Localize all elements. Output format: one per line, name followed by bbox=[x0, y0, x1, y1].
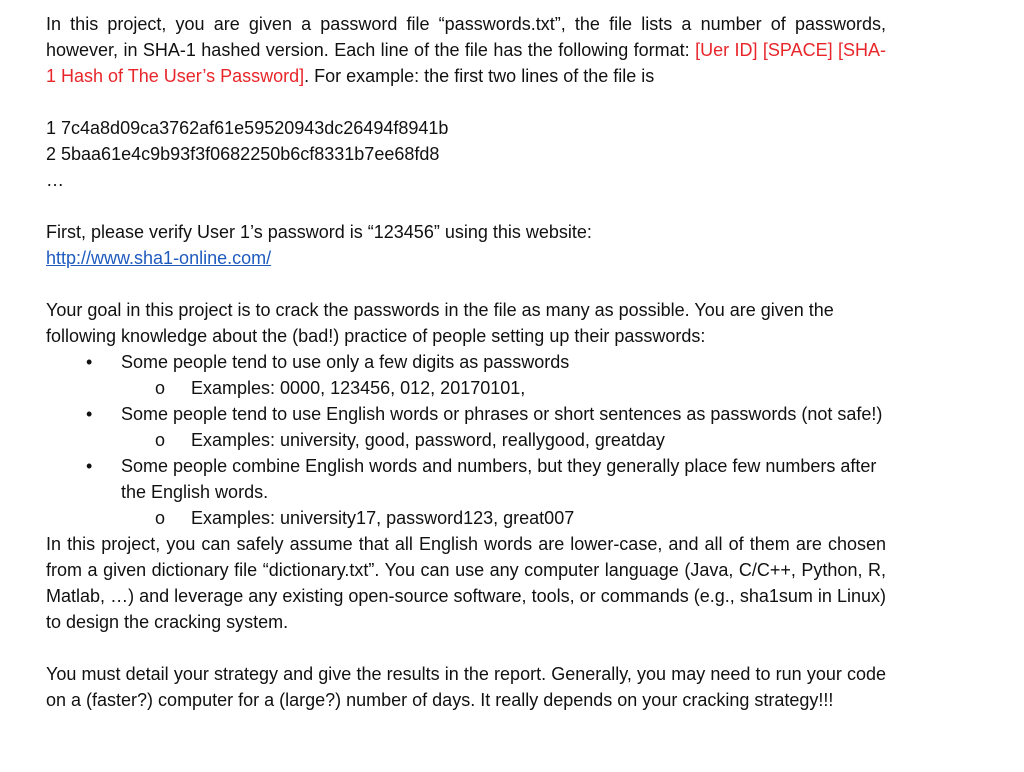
spacer bbox=[46, 635, 886, 661]
sub-bullet-icon: o bbox=[155, 508, 166, 528]
sub-list-item bbox=[46, 375, 886, 401]
sub-bullet-icon: o bbox=[155, 378, 166, 398]
example-line-1: 1 7c4a8d09ca3762af61e59520943dc26494f8941b bbox=[46, 118, 449, 138]
bullet-icon: • bbox=[86, 352, 93, 372]
spacer bbox=[46, 271, 886, 297]
sha1-online-link[interactable]: http://www.sha1-online.com/ bbox=[46, 248, 272, 268]
example-line-2: 2 5baa61e4c9b93f3f0682250b6cf8331b7ee68fd8 bbox=[46, 144, 440, 164]
sub-list-item bbox=[46, 505, 886, 531]
list-item-text: Some people tend to use only a few digits as passwords bbox=[121, 352, 570, 372]
intro-text: In this project, you are given a password file “passwords.txt”, the file lists a number of passwords, however, in SHA-1 hashed version. Each line of the file has the following format: bbox=[46, 14, 886, 60]
bullet-icon: • bbox=[86, 456, 93, 476]
sub-bullet-icon: o bbox=[155, 430, 166, 450]
document-body bbox=[46, 11, 886, 713]
list-item bbox=[46, 453, 886, 505]
assumption-paragraph: In this project, you can safely assume that all English words are lower-case, and all of them are chosen from a given dictionary file “dictionary.txt”. You can use any computer language (Java, C/C++, Python, R, Matlab, …) and leverage any existing open-source software, tools, or commands (e.g., sha1sum in Linux) to design the cracking system. bbox=[46, 534, 886, 632]
spacer bbox=[46, 89, 886, 115]
spacer bbox=[46, 193, 886, 219]
sub-list-item-text: Examples: university17, password123, great007 bbox=[191, 508, 575, 528]
list-item-text: Some people tend to use English words or phrases or short sentences as passwords (not safe!) bbox=[121, 404, 883, 424]
goal-paragraph: Your goal in this project is to crack the passwords in the file as many as possible. You are given the following knowledge about the (bad!) practice of people setting up their passwords: bbox=[46, 300, 834, 346]
list-item bbox=[46, 401, 886, 427]
bullet-icon: • bbox=[86, 404, 93, 424]
sub-list-item-text: Examples: university, good, password, reallygood, greatday bbox=[191, 430, 665, 450]
example-ellipsis: … bbox=[46, 170, 64, 190]
sub-list-item bbox=[46, 427, 886, 453]
list-item bbox=[46, 349, 886, 375]
report-paragraph: You must detail your strategy and give the results in the report. Generally, you may need to run your code on a (faster?) computer for a (large?) number of days. It really depends on your cracking strategy!!! bbox=[46, 664, 886, 710]
verify-text: First, please verify User 1’s password is “123456” using this website: bbox=[46, 222, 592, 242]
intro-text-end: . For example: the first two lines of the file is bbox=[304, 66, 655, 86]
sub-list-item-text: Examples: 0000, 123456, 012, 20170101, bbox=[191, 378, 526, 398]
format-highlight: [Uer ID] [SPACE] [SHA-1 Hash of The User’s Password] bbox=[46, 40, 887, 86]
list-item-text: Some people combine English words and numbers, but they generally place few numbers after the English words. bbox=[121, 456, 877, 502]
intro-paragraph bbox=[46, 11, 886, 89]
